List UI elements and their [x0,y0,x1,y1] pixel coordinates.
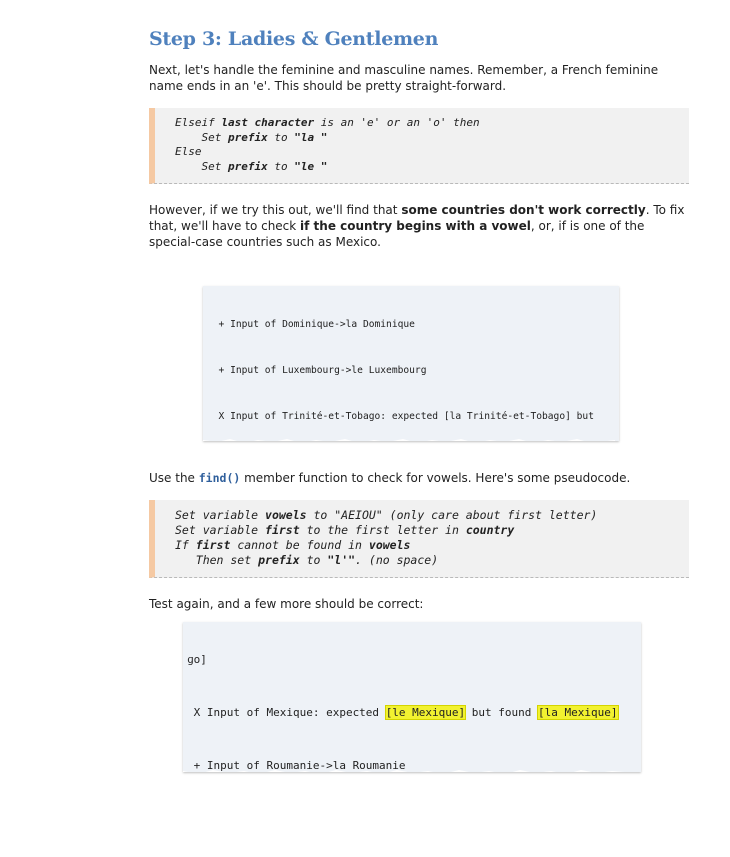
test-output-screenshot-1 [203,286,619,441]
test-again-paragraph: Test again, and a few more should be correct: [149,597,424,611]
output-line: X Input of Trinité-et-Tobago: expected [la Trinité-et-Tobago] but [207,410,594,422]
output-line: + Input of Roumanie->la Roumanie [187,758,406,772]
torn-edge [203,437,615,441]
section-heading: Step 3: Ladies & Gentlemen [149,28,439,50]
pseudocode-block-1: Elseif last character is an 'e' or an 'o' then Set prefix to "la " Else Set prefix to "le " [149,108,689,184]
highlight-found: [la Mexique] [538,705,618,719]
pseudocode-block-2: Set variable vowels to "AEIOU" (only care about first letter) Set variable first to the first letter in country If first cannot be found in vowels Then set prefix to "l'". (no space) [149,500,689,578]
output-line-mexique: X Input of Mexique: expected [le Mexique] but found [la Mexique] [187,705,618,719]
explanation-paragraph: However, if we try this out, we'll find that some countries don't work correctly. To fix that, we'll have to check if the country begins with a vowel, or, if is one of the special-case countries such as Mexico. [149,203,685,249]
intro-paragraph: Next, let's handle the feminine and masculine names. Remember, a French feminine name ends in an 'e'. This should be pretty straight-forward. [149,63,659,93]
document-page [149,28,689,250]
output-line: + Input of Luxembourg->le Luxembourg [207,365,427,377]
test-output-screenshot-2 [183,622,641,772]
output-line: + Input of Dominique->la Dominique [207,319,415,331]
output-line: ɡo] [187,653,207,667]
torn-edge [183,768,637,772]
highlight-expected: [le Mexique] [385,705,466,719]
document-page-lower [149,470,689,612]
find-paragraph: Use the find() member function to check for vowels. Here's some pseudocode. [149,471,631,485]
